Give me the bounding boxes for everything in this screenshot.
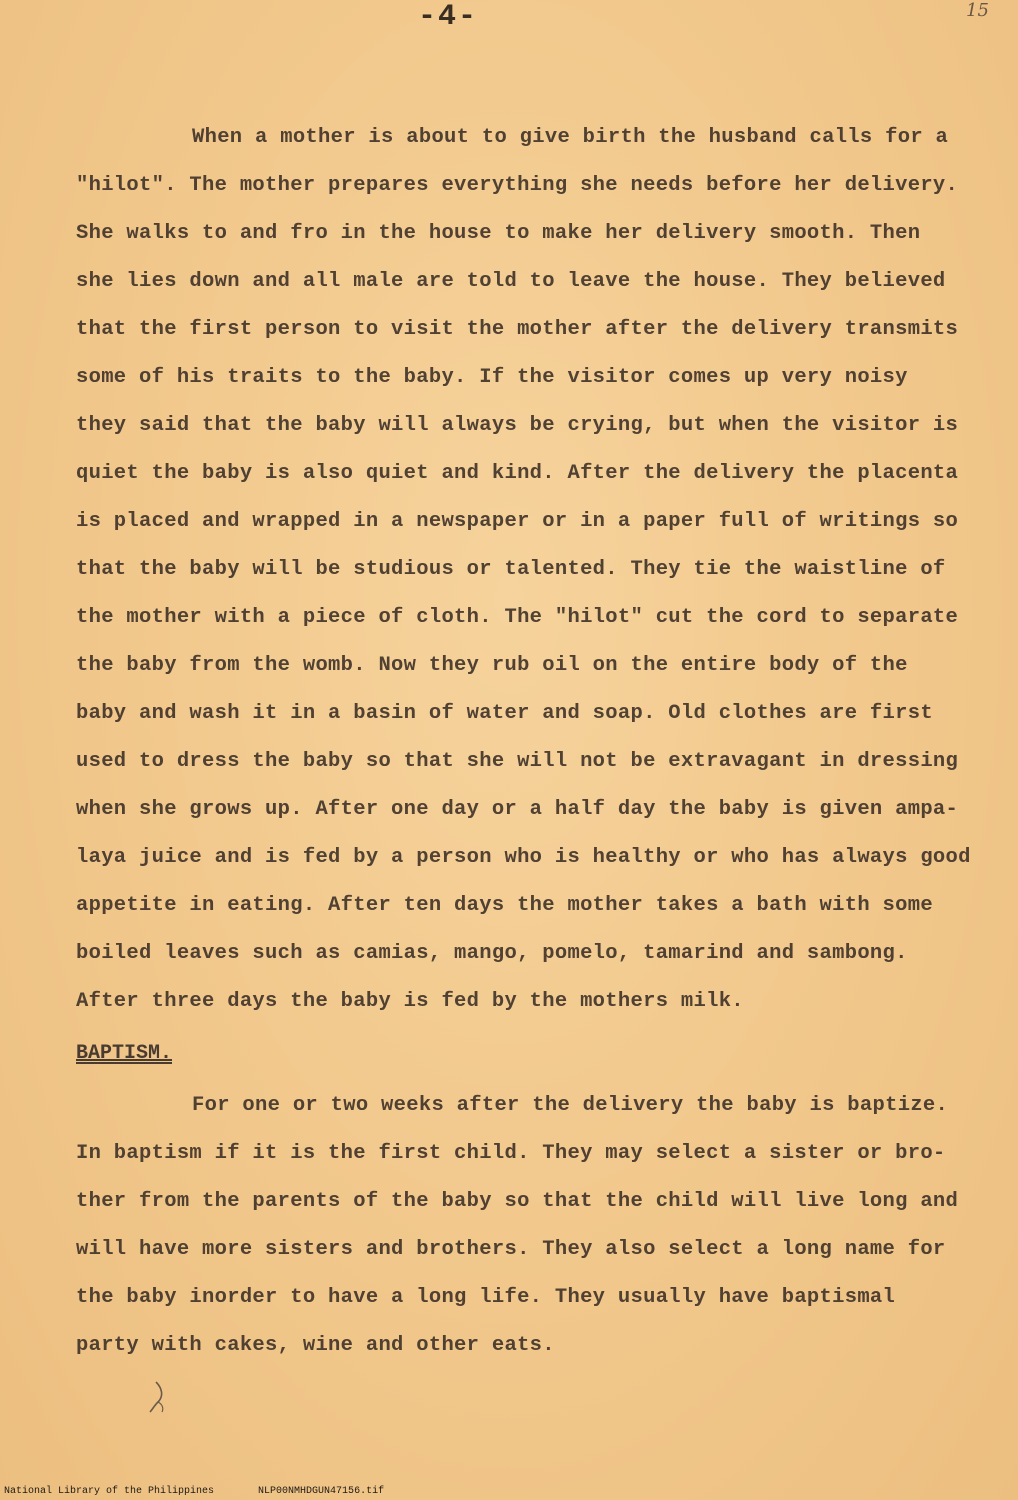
page-number: -4- [418, 0, 479, 34]
pencil-mark [146, 1380, 170, 1414]
text-line: will have more sisters and brothers. They also select a long name for [76, 1238, 946, 1261]
corner-page-mark: 15 [966, 0, 989, 21]
text-line: "hilot". The mother prepares everything she needs before her delivery. [76, 174, 959, 197]
footer-institution: National Library of the Philippines [4, 1486, 215, 1497]
footer-filename: NLP00NMHDGUN47156.tif [258, 1486, 385, 1497]
text-line: appetite in eating. After ten days the mother takes a bath with some [76, 894, 933, 917]
text-line: that the first person to visit the mother after the delivery transmits [76, 318, 959, 341]
text-line: they said that the baby will always be crying, but when the visitor is [76, 414, 959, 437]
text-line: that the baby will be studious or talented. They tie the waistline of [76, 558, 946, 581]
text-line: laya juice and is fed by a person who is healthy or who has always good [76, 846, 971, 869]
section-heading-baptism: BAPTISM. [76, 1042, 173, 1065]
text-line: when she grows up. After one day or a half day the baby is given ampa- [76, 798, 959, 821]
text-line: After three days the baby is fed by the mothers milk. [76, 990, 744, 1013]
text-line: She walks to and fro in the house to make her delivery smooth. Then [76, 222, 921, 245]
text-line: When a mother is about to give birth the husband calls for a [192, 126, 949, 149]
text-line: the mother with a piece of cloth. The "hilot" cut the cord to separate [76, 606, 959, 629]
text-line: the baby inorder to have a long life. They usually have baptismal [76, 1286, 896, 1309]
text-line: is placed and wrapped in a newspaper or in a paper full of writings so [76, 510, 959, 533]
scan-footer [4, 1486, 428, 1497]
text-line: In baptism if it is the first child. They may select a sister or bro- [76, 1142, 946, 1165]
text-line: ther from the parents of the baby so that the child will live long and [76, 1190, 959, 1213]
text-line: quiet the baby is also quiet and kind. After the delivery the placenta [76, 462, 959, 485]
text-line: the baby from the womb. Now they rub oil on the entire body of the [76, 654, 908, 677]
text-line: she lies down and all male are told to leave the house. They believed [76, 270, 946, 293]
text-line: For one or two weeks after the delivery the baby is baptize. [192, 1094, 949, 1117]
text-line: some of his traits to the baby. If the visitor comes up very noisy [76, 366, 908, 389]
text-line: party with cakes, wine and other eats. [76, 1334, 555, 1357]
text-line: boiled leaves such as camias, mango, pomelo, tamarind and sambong. [76, 942, 908, 965]
text-line: used to dress the baby so that she will not be extravagant in dressing [76, 750, 959, 773]
text-line: baby and wash it in a basin of water and soap. Old clothes are first [76, 702, 933, 725]
